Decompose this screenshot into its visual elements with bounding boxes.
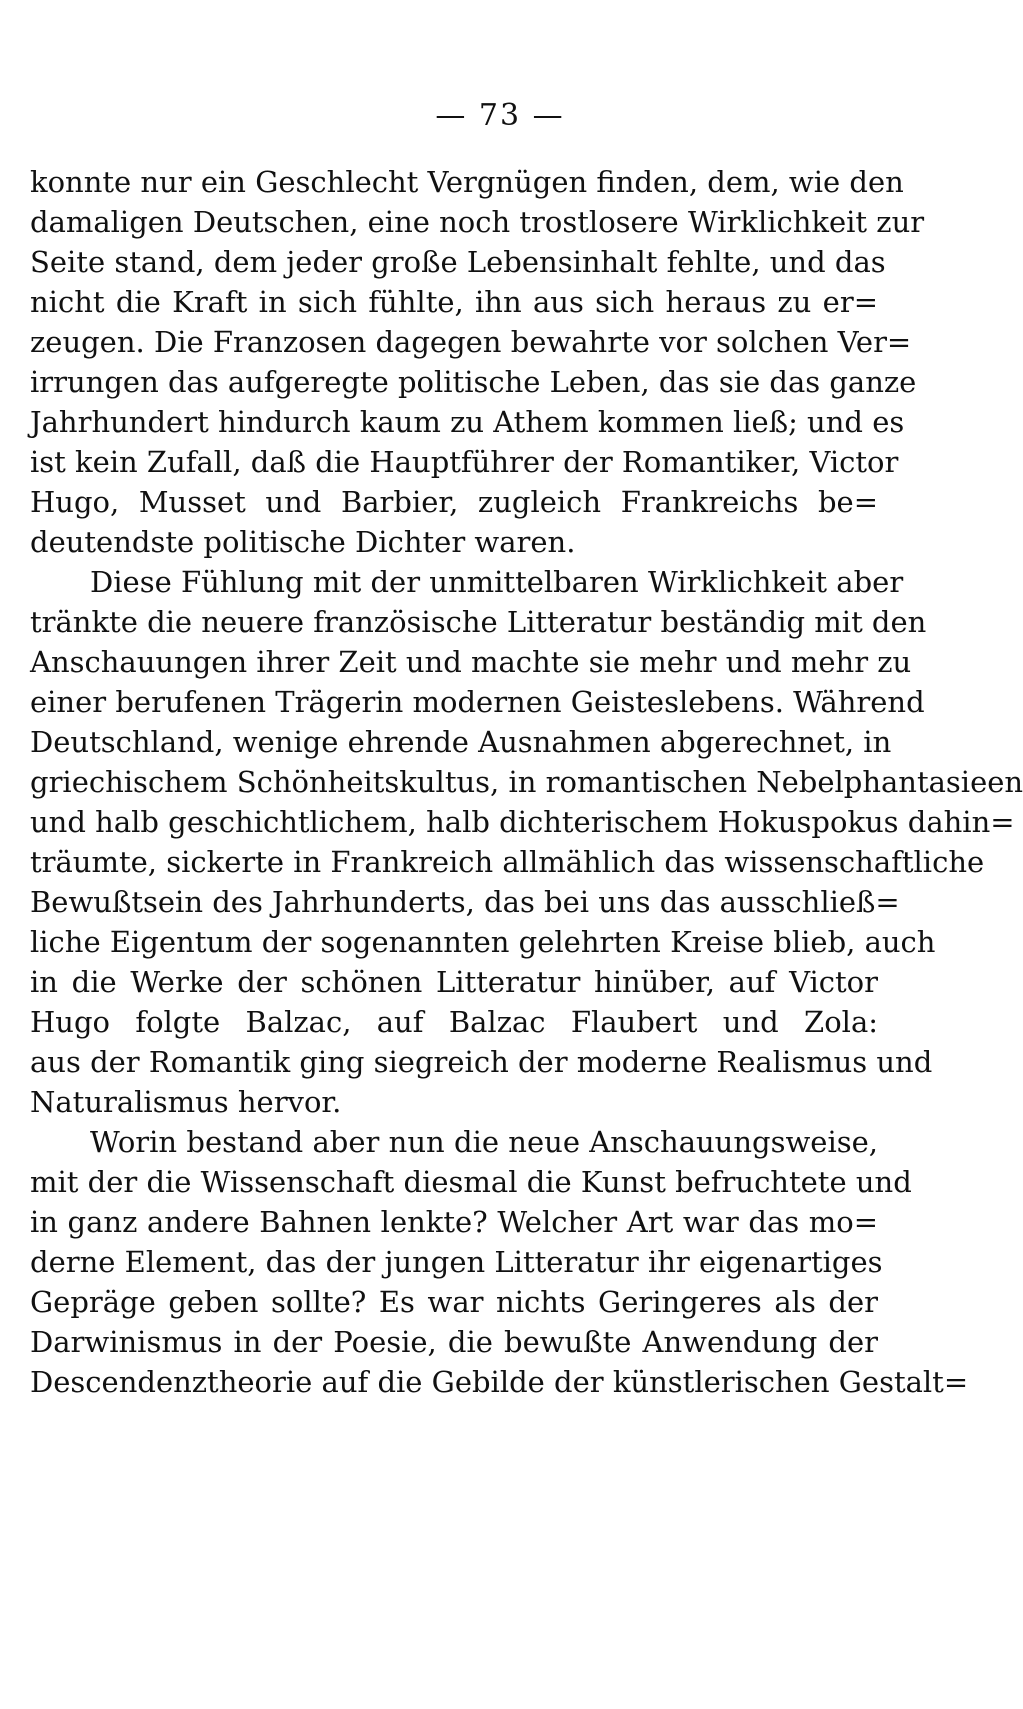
text-line: griechischem Schönheitskultus, in romantischen Nebelphantasieen — [30, 765, 1023, 799]
text-line: zeugen. Die Franzosen dagegen bewahrte vor solchen Ver= — [30, 325, 912, 359]
text-line: einer berufenen Trägerin modernen Geisteslebens. Während — [30, 685, 925, 719]
text-line: Gepräge geben sollte? Es war nichts Geringeres als der — [30, 1285, 878, 1319]
text-line: Hugo folgte Balzac, auf Balzac Flaubert und Zola: — [30, 1005, 878, 1039]
text-line: damaligen Deutschen, eine noch trostlosere Wirklichkeit zur — [30, 205, 925, 239]
text-line: in die Werke der schönen Litteratur hinüber, auf Victor — [30, 965, 878, 999]
text-line: Naturalismus hervor. — [30, 1085, 342, 1119]
text-line: Deutschland, wenige ehrende Ausnahmen abgerechnet, in — [30, 725, 892, 759]
text-line: Worin bestand aber nun die neue Anschauungsweise, — [90, 1125, 878, 1159]
text-line: ist kein Zufall, daß die Hauptführer der Romantiker, Victor — [30, 445, 899, 479]
text-line: derne Element, das der jungen Litteratur ihr eigenartiges — [30, 1245, 883, 1279]
text-line: tränkte die neuere französische Litteratur beständig mit den — [30, 605, 927, 639]
text-line: irrungen das aufgeregte politische Leben, das sie das ganze — [30, 365, 917, 399]
text-line: Jahrhundert hindurch kaum zu Athem kommen ließ; und es — [30, 405, 905, 439]
text-line: mit der die Wissenschaft diesmal die Kunst befruchtete und — [30, 1165, 912, 1199]
text-line: Bewußtsein des Jahrhunderts, das bei uns das ausschließ= — [30, 885, 900, 919]
page-number: — 73 — — [435, 98, 565, 133]
text-line: deutendste politische Dichter waren. — [30, 525, 576, 559]
text-line: in ganz andere Bahnen lenkte? Welcher Art war das mo= — [30, 1205, 878, 1239]
text-line: Descendenztheorie auf die Gebilde der künstlerischen Gestalt= — [30, 1365, 969, 1399]
text-line: und halb geschichtlichem, halb dichterischem Hokuspokus dahin= — [30, 805, 1015, 839]
text-line: träumte, sickerte in Frankreich allmählich das wissenschaftliche — [30, 845, 985, 879]
text-line: Darwinismus in der Poesie, die bewußte Anwendung der — [30, 1325, 878, 1359]
text-line: Seite stand, dem jeder große Lebensinhalt fehlte, und das — [30, 245, 886, 279]
text-line: konnte nur ein Geschlecht Vergnügen finden, dem, wie den — [30, 165, 904, 199]
text-line: nicht die Kraft in sich fühlte, ihn aus sich heraus zu er= — [30, 285, 878, 319]
body-text — [30, 162, 1023, 1402]
text-line: Anschauungen ihrer Zeit und machte sie mehr und mehr zu — [30, 645, 912, 679]
text-line: aus der Romantik ging siegreich der moderne Realismus und — [30, 1045, 933, 1079]
text-line: Hugo, Musset und Barbier, zugleich Frankreichs be= — [30, 485, 878, 519]
text-line: liche Eigentum der sogenannten gelehrten Kreise blieb, auch — [30, 925, 936, 959]
text-line: Diese Fühlung mit der unmittelbaren Wirklichkeit aber — [90, 565, 904, 599]
